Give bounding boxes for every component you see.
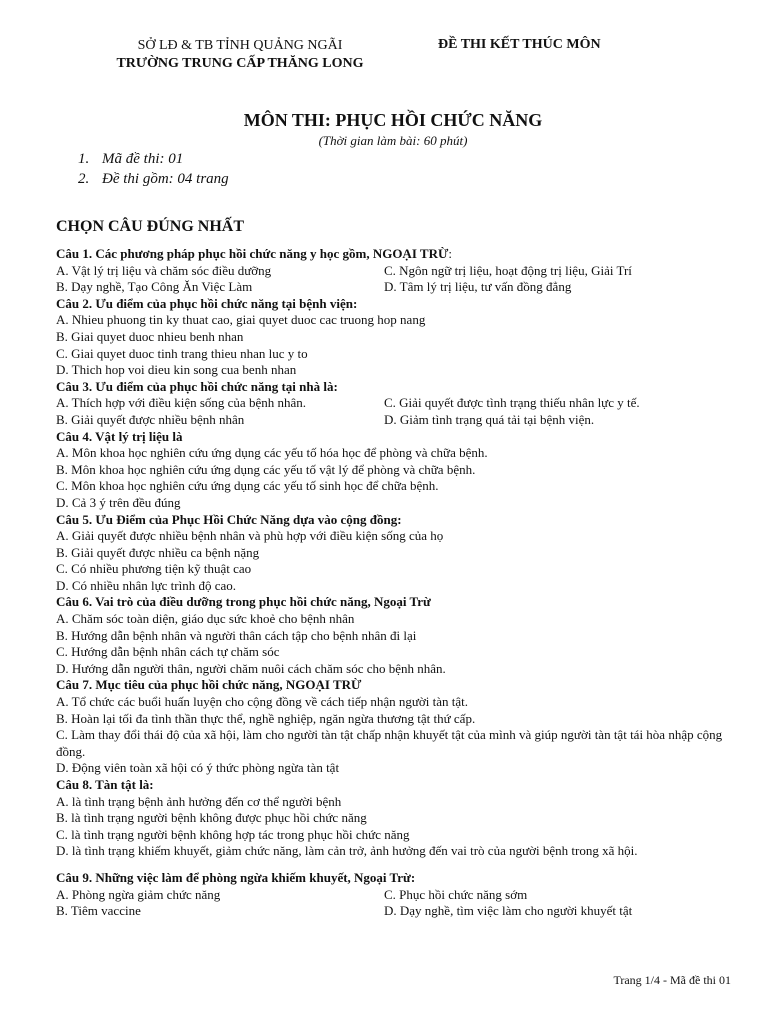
answer-b: B. Giải quyết được nhiều bệnh nhân [56,411,245,427]
answer-d: D. Giảm tình trạng quá tải tại bệnh viện. [384,411,595,427]
answer-c: C. Phục hồi chức năng sớm [384,886,528,902]
answer-d: D. Thich hop voi dieu kin song cua benh nhan [56,362,297,378]
answer-d: D. Hướng dẫn người thân, người chăm nuôi cách chăm sóc cho bệnh nhân. [56,660,446,676]
answer-b: B. Giải quyết được nhiều ca bệnh nặng [56,544,260,560]
answer-a: A. Vật lý trị liệu và chăm sóc điều dưỡng [56,262,272,278]
page-count: Đề thi gồm: 04 trang [102,171,229,187]
answer-c: C. Hướng dẫn bệnh nhân cách tự chăm sóc [56,644,280,660]
answer-b: B. Dạy nghề, Tạo Công Ăn Việc Làm [56,279,253,295]
page-footer: Trang 1/4 - Mã đề thi 01 [613,973,731,987]
question-4 [56,429,726,512]
answer-d: D. Động viên toàn xã hội có ý thức phòng ngừa tàn tật [56,760,340,776]
question-9 [56,870,726,920]
answer-a: A. Môn khoa học nghiên cứu ứng dụng các yếu tố hóa học để phòng và chữa bệnh. [56,445,488,461]
answer-b: B. Tiêm vaccine [56,903,141,919]
question-3 [56,379,726,429]
question-7 [56,677,726,777]
answer-c: C. Giai quyet duoc tinh trang thieu nhan luc y to [56,345,308,361]
answer-row [56,395,726,412]
exam-title: MÔN THI: PHỤC HỒI CHỨC NĂNG [243,110,543,130]
answer-b: B. Môn khoa học nghiên cứu ứng dụng các yếu tố vật lý để phòng và chữa bệnh. [56,461,476,477]
answer-b: B. Hoàn lại tối đa tình thần thực thể, nghề nghiệp, ngăn ngừa thương tật thứ cấp. [56,710,476,726]
answer-row [56,263,726,280]
answer-a: A. là tình trạng bệnh ảnh hưởng đến cơ thể người bệnh [56,793,342,809]
answer-c: C. Môn khoa học nghiên cứu ứng dụng các yếu tố sinh học để chữa bệnh. [56,478,439,494]
question-8 [56,777,726,860]
exam-code: Mã đề thi: 01 [102,151,184,167]
answer-c: C. Giải quyết được tình trạng thiếu nhân lực y tế. [384,395,640,411]
question-2 [56,296,726,379]
answer-row [56,903,726,920]
answer-a: A. Tổ chức các buổi huấn luyện cho cộng đồng về cách tiếp nhận người tàn tật. [56,694,469,710]
question-6 [56,594,726,677]
answer-a: A. Chăm sóc toàn diện, giáo dục sức khoẻ cho bệnh nhân [56,611,355,627]
department-name: SỞ LĐ & TB TỈNH QUẢNG NGÃI [137,38,343,53]
answer-d: D. Dạy nghề, tìm việc làm cho người khuyết tật [384,903,633,919]
info-item: 1. Mã đề thi: 01 [78,151,184,167]
spacer [56,860,726,870]
info-item: 2. Đề thi gồm: 04 trang [78,171,229,187]
answer-c: C. Ngôn ngữ trị liệu, hoạt động trị liệu, Giải Trí [384,262,632,278]
answer-c: C. Làm thay đổi thái độ của xã hội, làm cho người tàn tật chấp nhận khuyết tật của mình và giúp người tàn tật tái hòa nhập cộng đồng. [56,727,723,759]
answer-d: D. Tâm lý trị liệu, tư vấn đồng đẳng [384,279,572,295]
exam-info-list [78,149,229,189]
answer-c: C. Có nhiều phương tiện kỹ thuật cao [56,561,252,577]
answer-a: A. Thích hợp với điều kiện sống của bệnh nhân. [56,395,306,411]
question-title: Câu 3. Ưu điểm của phục hồi chức năng tại nhà là: [56,378,338,394]
question-5 [56,512,726,595]
question-title: Câu 2. Ưu điểm của phục hồi chức năng tại bệnh viện: [56,295,358,311]
answer-d: D. là tình trạng khiếm khuyết, giảm chức năng, làm cản trở, ảnh hưởng đến vai trò của người bệnh trong xã hội. [56,843,638,859]
answer-b: B. Giai quyet duoc nhieu benh nhan [56,328,244,344]
section-heading: CHỌN CÂU ĐÚNG NHẤT [56,218,244,235]
answer-b: B. Hướng dẫn bệnh nhân và người thân cách tập cho bệnh nhân đi lại [56,627,417,643]
answer-row [56,412,726,429]
answer-a: A. Phòng ngừa giảm chức năng [56,886,221,902]
question-title: Câu 9. Những việc làm để phòng ngừa khiếm khuyết, Ngoại Trừ: [56,869,416,885]
answer-a: A. Giải quyết được nhiều bệnh nhân và phù hợp với điều kiện sống của họ [56,528,444,544]
answer-b: B. là tình trạng người bệnh không được phục hồi chức năng [56,810,367,826]
header-institution [60,37,420,73]
answer-a: A. Nhieu phuong tin ky thuat cao, giai quyet duoc cac truong hop nang [56,312,426,328]
school-name: TRƯỜNG TRUNG CẤP THĂNG LONG [116,56,364,71]
answer-row [56,279,726,296]
question-title: Câu 7. Mục tiêu của phục hồi chức năng, NGOẠI TRỪ [56,677,362,693]
question-title: Câu 5. Ưu Điểm của Phục Hồi Chức Năng dựa vào cộng đồng: [56,511,402,527]
question-1 [56,246,726,296]
answer-d: D. Có nhiều nhân lực trình độ cao. [56,577,236,593]
exam-duration: (Thời gian làm bài: 60 phút) [318,133,468,148]
question-title: Câu 1. Các phương pháp phục hồi chức năng y học gồm, NGOẠI TRỪ: [56,246,452,261]
question-title: Câu 6. Vai trò của điều dưỡng trong phục hồi chức năng, Ngoại Trừ [56,594,431,610]
answer-row [56,887,726,904]
question-list [56,246,726,920]
answer-c: C. là tình trạng người bệnh không hợp tác trong phục hồi chức năng [56,826,410,842]
question-title: Câu 4. Vật lý trị liệu là [56,428,183,444]
question-title: Câu 8. Tàn tật là: [56,777,154,792]
exam-type: ĐỀ THI KẾT THÚC MÔN [438,37,601,52]
answer-d: D. Cả 3 ý trên đều đúng [56,494,181,510]
